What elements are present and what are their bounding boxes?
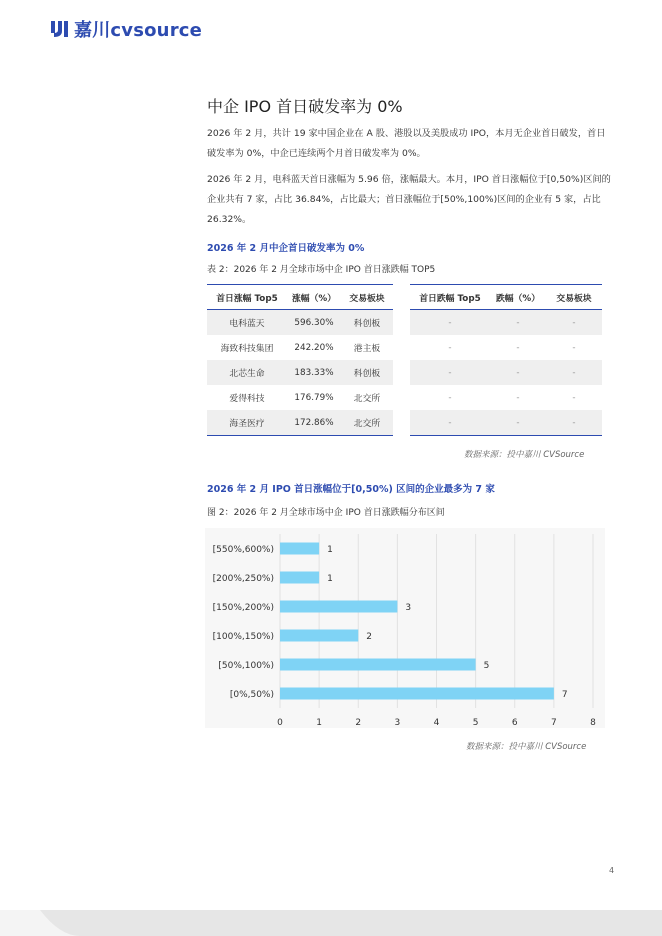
fall-table-cell: - [490,410,546,436]
category-label: [200%,250%) [212,574,274,584]
rise-table-cell: 176.79% [294,392,334,403]
rise-table-cell: 爱得科技 [229,394,265,404]
paragraph-2: 2026 年 2 月，电科蓝天首日涨幅为 5.96 倍，涨幅最大。本月，IPO 首日涨幅位于[0,50%)区间的企业共有 7 家，占比 36.84%，占比最大；首日涨幅位于[50%,100%)区间的企业有 5 家，占比 26.32%。 [207,174,611,225]
x-tick-label: 3 [394,718,401,728]
fall-table-header-2: 交易板块 [546,285,602,310]
table-subtitle: 2026 年 2 月中企首日破发率为 0% [207,243,365,254]
bar [280,543,319,555]
table-row [207,335,393,360]
fall-table-cell: - [410,410,490,436]
data-label: 7 [561,690,568,700]
fall-table-cell: - [448,392,452,403]
chart-source: 数据来源：投中嘉川 CVSource [466,742,587,752]
rise-table-cell: 港主板 [353,344,381,354]
rise-table-cell: 海致科技集团 [220,344,274,354]
bar [280,572,319,584]
chart-subtitle: 2026 年 2 月 IPO 首日涨幅位于[0,50%) 区间的企业最多为 7 家 [207,484,495,495]
fall-table-cell: - [572,342,576,353]
section-title: 中企 IPO 首日破发率为 0% [207,97,403,116]
rise-table-header-2: 交易板块 [341,285,393,310]
fall-table-cell: - [546,410,602,436]
header-logo [50,16,202,42]
bar [280,659,476,671]
category-label: [100%,150%) [212,632,274,642]
bar [280,601,397,613]
data-label: 2 [366,632,372,642]
x-tick-label: 5 [472,718,479,728]
table-row [207,310,393,336]
table-row [207,410,393,436]
chart-caption: 图 2：2026 年 2 月全球市场中企 IPO 首日涨跌幅分布区间 [207,508,445,518]
x-tick-label: 4 [433,718,440,728]
category-label: [0%,50%) [229,690,274,700]
fall-table-cell: - [572,392,576,403]
fall-table-cell: - [490,360,546,385]
table-source: 数据来源：投中嘉川 CVSource [464,450,585,460]
category-label: [550%,600%) [212,545,274,555]
fall-table-cell: - [546,310,602,336]
category-label: [150%,200%) [212,603,274,613]
table-row [410,410,602,436]
x-tick-label: 2 [355,718,362,728]
rise-table-cell: 科创板 [341,310,393,336]
x-tick-label: 7 [551,718,557,728]
data-label: 1 [327,545,333,555]
table-caption: 表 2：2026 年 2 月全球市场中企 IPO 首日涨跌幅 TOP5 [207,265,436,275]
table-row [410,385,602,410]
rise-table-cell: 172.86% [287,410,341,436]
ipo-distribution-chart [205,528,605,728]
fall-table-header-0: 首日跌幅 Top5 [410,285,490,310]
footer-band [0,910,662,936]
rise-table-cell: 北交所 [341,410,393,436]
table-row [410,360,602,385]
rise-table-cell: 电科蓝天 [207,310,287,336]
fall-top5-table [410,284,602,436]
x-tick-label: 1 [316,718,322,728]
logo-text: 嘉川cvsource [74,20,203,41]
x-tick-label: 6 [511,718,518,728]
rise-table-cell: 183.33% [287,360,341,385]
data-label: 5 [483,661,490,671]
table-row [410,335,602,360]
category-label: [50%,100%) [218,661,274,671]
table-row [410,310,602,336]
fall-table-cell: - [546,360,602,385]
x-tick-label: 8 [590,718,596,728]
rise-top5-table [207,284,393,436]
fall-table-cell: - [516,342,520,353]
table-row [207,360,393,385]
rise-table-header-0: 首日涨幅 Top5 [207,285,287,310]
rise-table-cell: 北芯生命 [207,360,287,385]
rise-table-cell: 海圣医疗 [207,410,287,436]
rise-table-cell: 242.20% [294,342,334,353]
data-label: 1 [327,574,333,584]
rise-table-cell: 北交所 [353,394,381,404]
fall-table-cell: - [410,360,490,385]
rise-table-cell: 596.30% [287,310,341,336]
bar [280,630,358,642]
data-label: 3 [405,603,412,613]
bar [280,688,554,700]
fall-table-cell: - [410,310,490,336]
table-row [207,385,393,410]
page-number: 4 [609,866,615,875]
paragraph-1: 2026 年 2 月，共计 19 家中国企业在 A 股、港股以及美股成功 IPO，本月无企业首日破发，首日破发率为 0%，中企已连续两个月首日破发率为 0%。 [207,128,606,159]
fall-table-cell: - [448,342,452,353]
rise-table-header-1: 涨幅（%） [287,285,341,310]
cvsource-logo-icon [50,19,70,39]
x-tick-label: 0 [277,718,283,728]
fall-table-header-1: 跌幅（%） [490,285,546,310]
fall-table-cell: - [490,310,546,336]
fall-table-cell: - [516,392,520,403]
rise-table-cell: 科创板 [341,360,393,385]
